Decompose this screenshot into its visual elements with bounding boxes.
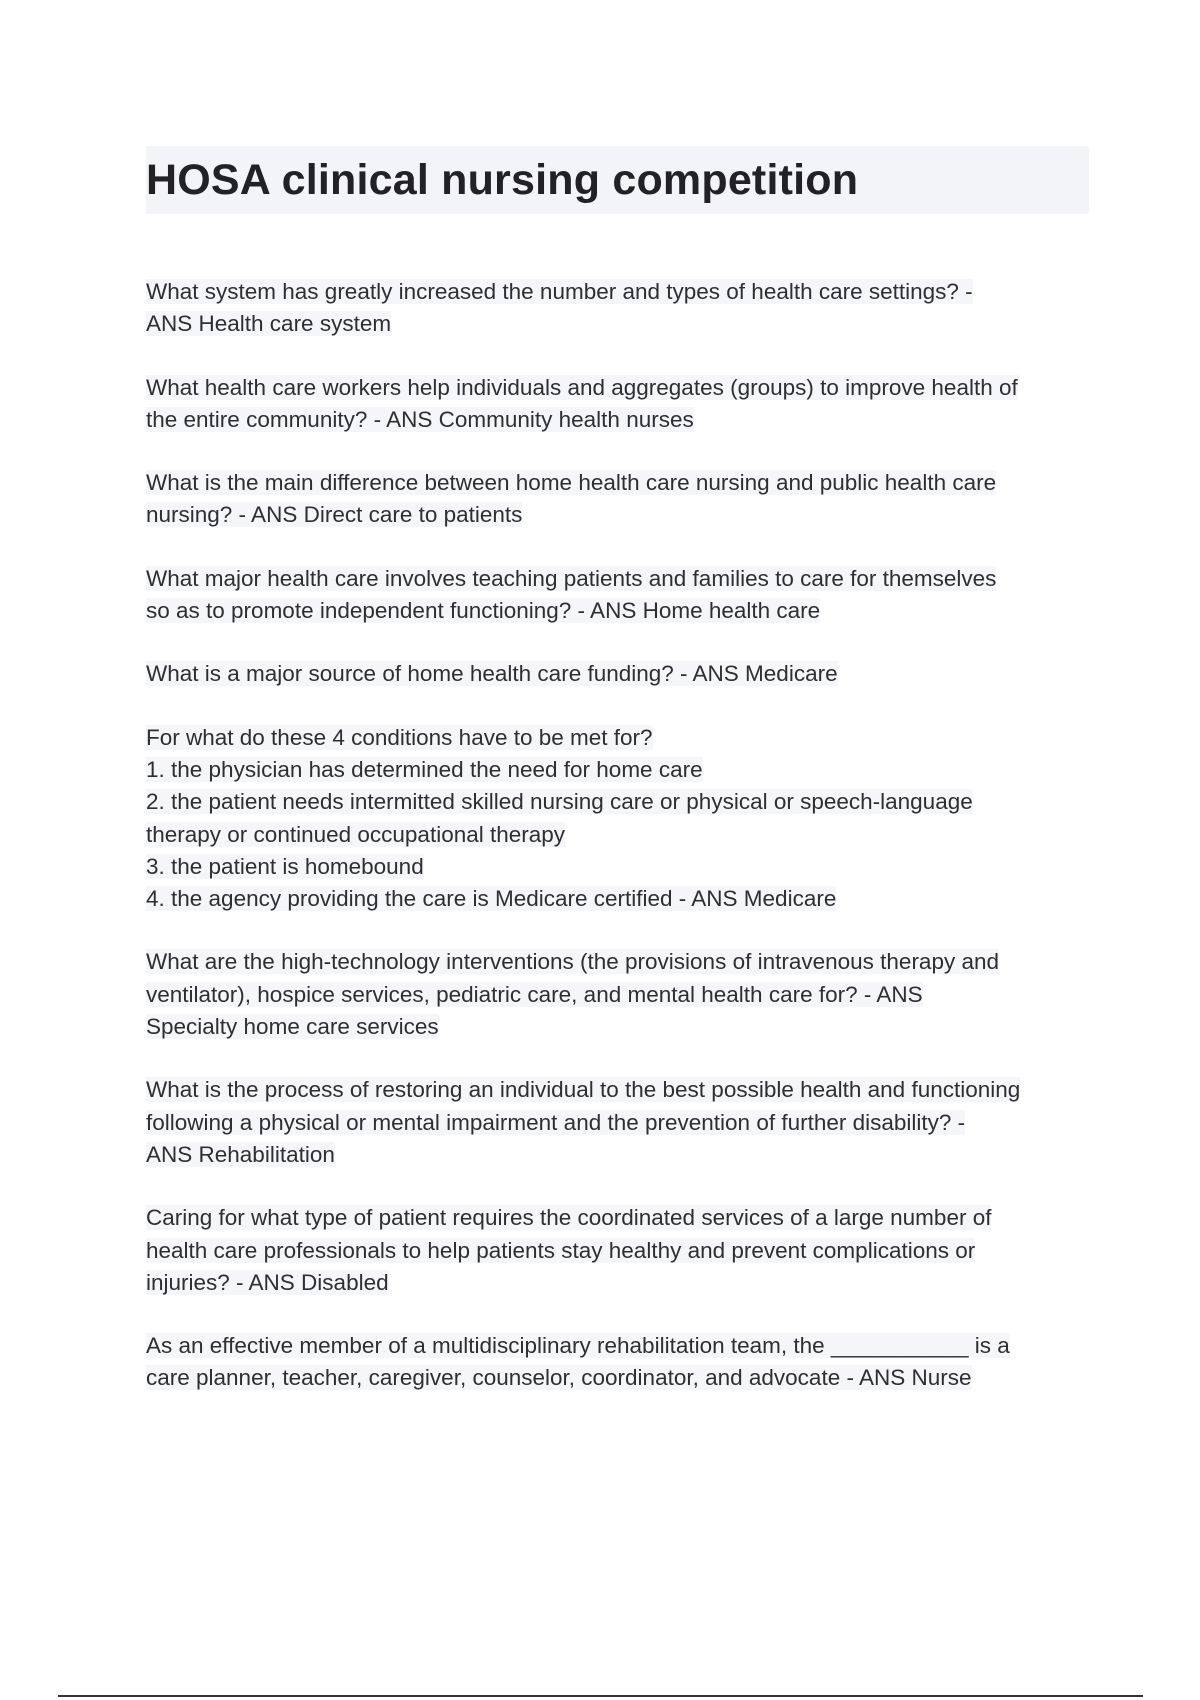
qa-item: [146, 1202, 1096, 1299]
qa-item: [146, 658, 1096, 690]
qa-item: [146, 1074, 1096, 1171]
qa-text: What is the main difference between home health care nursing and public health care nursing? - ANS Direct care to patients: [146, 470, 997, 528]
qa-text: What is the process of restoring an individual to the best possible health and functioning following a physical or mental impairment and the prevention of further disability? - ANS Rehabilitation: [146, 1077, 1021, 1167]
qa-text: For what do these 4 conditions have to be met for? 1. the physician has determined the need for home care 2. the patient needs intermitted skilled nursing care or physical or speech-language therapy or continued occupational therapy 3. the patient is homebound 4. the agency providing the care is Medicare certified - ANS Medicare: [146, 724, 973, 912]
qa-item: [146, 563, 1096, 628]
qa-item: [146, 1330, 1096, 1395]
qa-text: Caring for what type of patient requires the coordinated services of a large number of health care professionals to help patients stay healthy and prevent complications or injuries? - ANS Disabled: [146, 1205, 992, 1295]
footer-divider: [58, 1695, 1143, 1697]
qa-text: What health care workers help individuals and aggregates (groups) to improve health of the entire community? - ANS Community health nurses: [146, 374, 1018, 432]
qa-item: [146, 946, 1096, 1043]
qa-list: [146, 276, 1096, 1426]
qa-text: What major health care involves teaching patients and families to care for themselves so as to promote independent functioning? - ANS Home health care: [146, 565, 997, 624]
qa-item: [146, 372, 1096, 437]
qa-item: [146, 722, 1096, 916]
qa-text: What are the high-technology interventions (the provisions of intravenous therapy and ventilator), hospice services, pediatric care, and mental health care for? - ANS Specialty home care services: [146, 949, 1000, 1040]
qa-item: [146, 467, 1096, 532]
qa-text: As an effective member of a multidisciplinary rehabilitation team, the ___________ is a care planner, teacher, caregiver, counselor, coordinator, and advocate - ANS Nurse: [146, 1333, 1010, 1391]
document-title: HOSA clinical nursing competition: [146, 156, 859, 204]
qa-text: What is a major source of home health care funding? - ANS Medicare: [146, 661, 838, 687]
qa-text: What system has greatly increased the number and types of health care settings? - ANS Health care system: [146, 279, 973, 337]
qa-item: [146, 276, 1096, 341]
